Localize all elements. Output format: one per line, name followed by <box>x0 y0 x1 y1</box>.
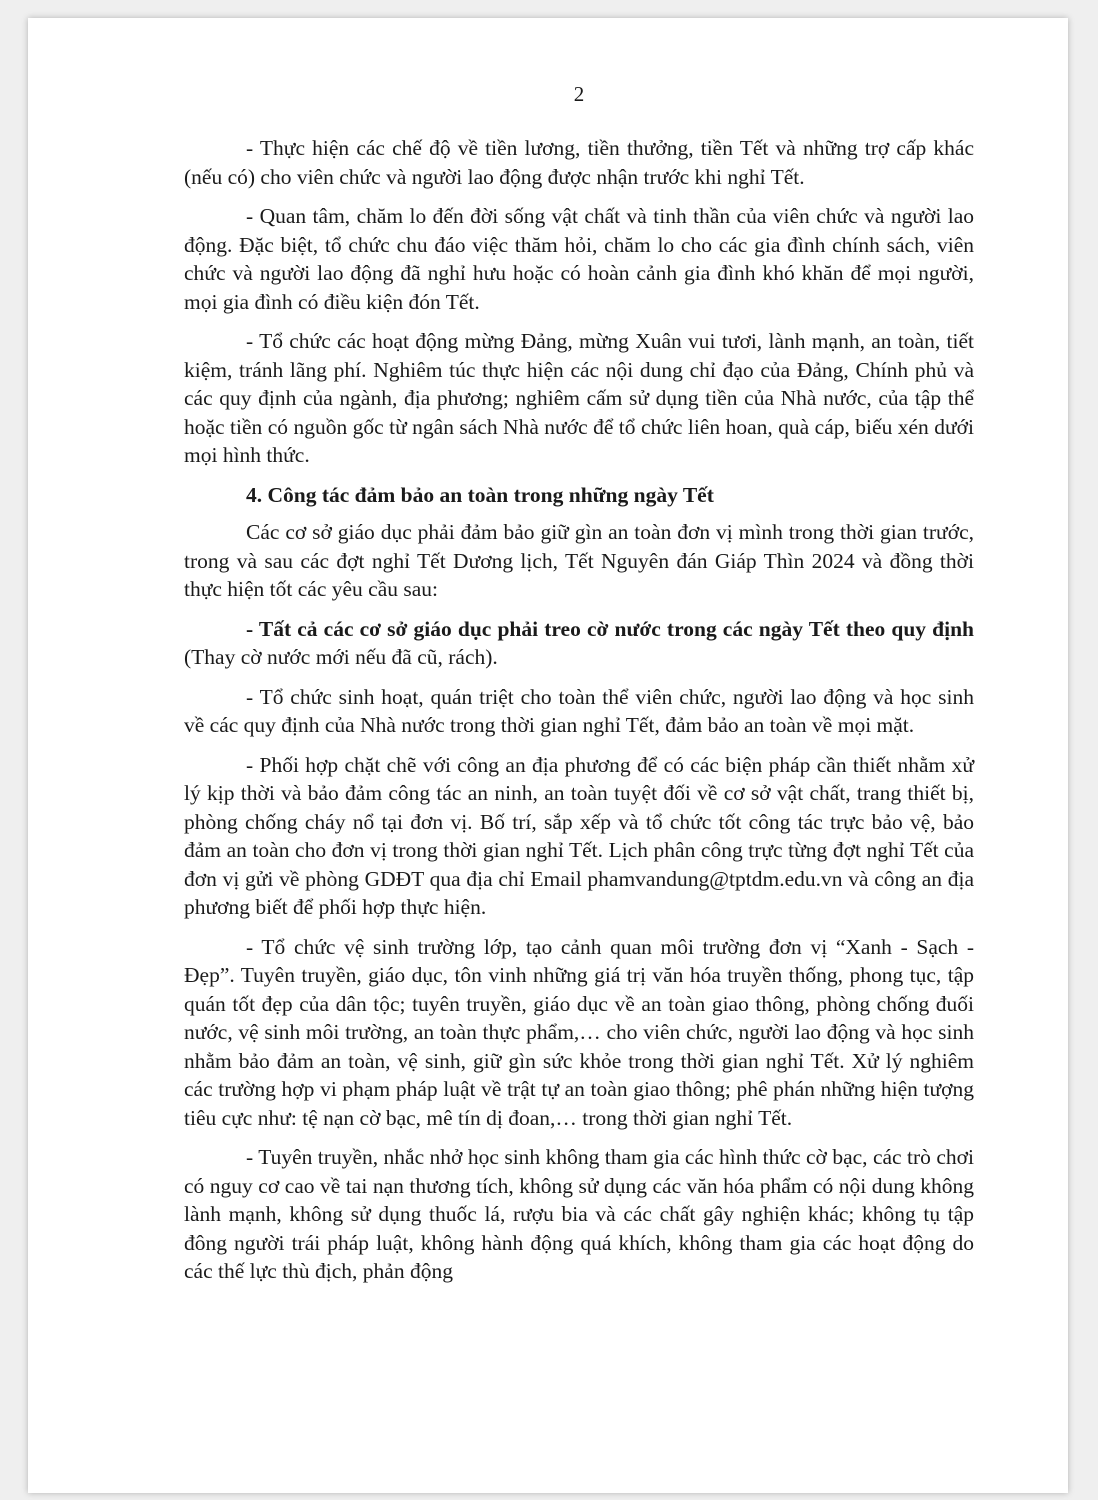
paragraph-care: - Quan tâm, chăm lo đến đời sống vật chất và tinh thần của viên chức và người lao động. Đặc biệt, tổ chức chu đáo việc thăm hỏi, chăm lo cho các gia đình chính sách, viên chức và người lao động đã nghỉ hưu hoặc có hoàn cảnh gia đình khó khăn để mọi người, mọi gia đình có điều kiện đón Tết. <box>184 204 974 314</box>
document-body <box>184 134 974 1297</box>
list-item: - Tổ chức sinh hoạt, quán triệt cho toàn thể viên chức, người lao động và học sinh về các quy định của Nhà nước trong thời gian nghỉ Tết, đảm bảo an toàn về mọi mặt. <box>184 684 974 737</box>
section-heading: 4. Công tác đảm bảo an toàn trong những ngày Tết <box>246 482 714 507</box>
flag-item-note: (Thay cờ nước mới nếu đã cũ, rách). <box>184 645 498 669</box>
list-item: - Phối hợp chặt chẽ với công an địa phương để có các biện pháp cần thiết nhằm xử lý kịp thời và bảo đảm công tác an ninh, an toàn tuyệt đối về cơ sở vật chất, trang thiết bị, phòng chống cháy nổ tại đơn vị. Bố trí, sắp xếp và tổ chức tốt công tác trực bảo vệ, bảo đảm an toàn cho đơn vị trong thời gian nghỉ Tết. Lịch phân công trực từng đợt nghỉ Tết của đơn vị gửi về phòng GDĐT qua địa chỉ Email phamvandung@tptdm.edu.vn và công an địa phương biết để phối hợp thực hiện. <box>184 752 974 919</box>
paragraph-celebration: - Tổ chức các hoạt động mừng Đảng, mừng Xuân vui tươi, lành mạnh, an toàn, tiết kiệm, tránh lãng phí. Nghiêm túc thực hiện các nội dung chỉ đạo của Đảng, Chính phủ và các quy định của ngành, địa phương; nghiêm cấm sử dụng tiền của Nhà nước, của tập thể hoặc tiền có nguồn gốc từ ngân sách Nhà nước để tổ chức liên hoan, quà cáp, biếu xén dưới mọi hình thức. <box>184 329 974 467</box>
section-intro: Các cơ sở giáo dục phải đảm bảo giữ gìn an toàn đơn vị mình trong thời gian trước, trong và sau các đợt nghỉ Tết Dương lịch, Tết Nguyên đán Giáp Thìn 2024 và đồng thời thực hiện tốt các yêu cầu sau: <box>184 520 974 601</box>
page-number: 2 <box>573 82 585 106</box>
paragraph-salary: - Thực hiện các chế độ về tiền lương, tiền thưởng, tiền Tết và những trợ cấp khác (nếu có) cho viên chức và người lao động được nhận trước khi nghỉ Tết. <box>184 136 974 189</box>
flag-item <box>184 615 974 672</box>
document-page <box>28 18 1068 1493</box>
flag-item-bold: - Tất cả các cơ sở giáo dục phải treo cờ nước trong các ngày Tết theo quy định <box>246 616 974 641</box>
list-item: - Tổ chức vệ sinh trường lớp, tạo cảnh quan môi trường đơn vị “Xanh - Sạch - Đẹp”. Tuyên truyền, giáo dục, tôn vinh những giá trị văn hóa truyền thống, phong tục, tập quán tốt đẹp của dân tộc; tuyên truyền, giáo dục về an toàn giao thông, phòng chống đuối nước, vệ sinh môi trường, an toàn thực phẩm,… cho viên chức, người lao động và học sinh nhằm bảo đảm an toàn, vệ sinh, giữ gìn sức khỏe trong thời gian nghỉ Tết. Xử lý nghiêm các trường hợp vi phạm pháp luật về trật tự an toàn giao thông; phê phán những hiện tượng tiêu cực như: tệ nạn cờ bạc, mê tín dị đoan,… trong thời gian nghỉ Tết. <box>184 934 974 1130</box>
list-item: - Tuyên truyền, nhắc nhở học sinh không tham gia các hình thức cờ bạc, các trò chơi có nguy cơ cao về tai nạn thương tích, không sử dụng các văn hóa phẩm có nội dung không lành mạnh, không sử dụng thuốc lá, rượu bia và các chất gây nghiện khác; không tụ tập đông người trái pháp luật, không hành động quá khích, không tham gia các hoạt động do các thế lực thù địch, phản động <box>184 1145 974 1283</box>
